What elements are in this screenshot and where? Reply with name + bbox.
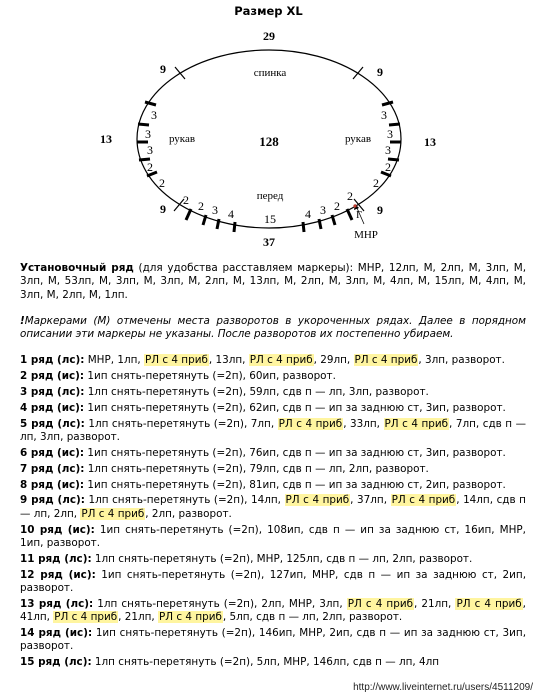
label-pered: перед [256,190,284,202]
label-ls-3c: 3 [147,143,153,157]
row-1: 1 ряд (лс): МНР, 1лп, РЛ с 4 приб, 13лп, РЛ с 4 приб, 29лп, РЛ с 4 приб, 3лп, разворот. [20,354,505,366]
row-label: 3 ряд (лс): [20,385,85,398]
label-center-128: 128 [259,134,279,149]
row-label: 2 ряд (ис): [20,369,85,382]
label-fr-3: 3 [320,203,326,217]
label-marker-g: Г [356,210,362,221]
label-spinka: спинка [253,67,287,79]
highlight: РЛ с 4 приб [456,597,522,610]
highlight: РЛ с 4 приб [278,417,343,430]
highlight: РЛ с 4 приб [81,507,145,520]
row-list [20,354,526,672]
row-label: 9 ряд (лс): [20,494,85,507]
row-label: 10 ряд (ис): [20,523,95,536]
label-bl-9: 9 [160,202,166,216]
row-label: 5 ряд (лс): [20,417,85,430]
row-9: 9 ряд (лс): 1лп снять-перетянуть (=2п), 14лп, РЛ с 4 приб, 37лп, РЛ с 4 приб, 14лп, сдв п — лп, 2лп, РЛ с 4 приб, 2лп, разворот. [20,494,526,520]
label-front-15: 15 [264,212,276,226]
row-3: 3 ряд (лс): 1лп снять-перетянуть (=2п), 59лп, сдв п — лп, 3лп, разворот. [20,385,429,398]
row-12: 12 ряд (ис): 1ип снять-перетянуть (=2п), 127ип, МНР, сдв п — ип за заднюю ст, 2ип, разворот. [20,568,526,594]
row-label: 1 ряд (лс): [20,354,85,366]
row-label: 14 ряд (ис): [20,627,93,640]
label-ls-3b: 3 [145,127,151,141]
label-mnr: МНР [354,229,378,241]
setup-label: Установочный ряд [20,262,134,274]
row-10: 10 ряд (ис): 1ип снять-перетянуть (=2п), 108ип, сдв п — ип за заднюю ст, 16ип, МНР, 1ип, разворот. [20,523,526,549]
label-rs-3c: 3 [385,143,391,157]
label-left-13: 13 [100,132,112,146]
row-5: 5 ряд (лс): 1лп снять-перетянуть (=2п), 7лп, РЛ с 4 приб, 33лп, РЛ с 4 приб, 7лп, сдв п — лп, 3лп, разворот. [20,417,526,443]
label-ls-2a: 2 [147,160,153,174]
label-bottom-37: 37 [263,235,275,249]
row-6: 6 ряд (ис): 1ип снять-перетянуть (=2п), 76ип, сдв п — ип за заднюю ст, 3ип, разворот. [20,446,506,459]
highlight: РЛ с 4 приб [145,354,208,366]
highlight: РЛ с 4 приб [354,354,418,366]
label-tr-9: 9 [377,65,383,79]
label-rukav-right: рукав [344,133,372,145]
row-15: 15 ряд (лс): 1лп снять-перетянуть (=2п), 5лп, МНР, 146лп, сдв п — лп, 4лп [20,656,440,669]
size-title: Размер XL [234,4,303,18]
row-11: 11 ряд (лс): 1лп снять-перетянуть (=2п), МНР, 125лп, сдв п — лп, 2лп, разворот. [20,552,473,565]
label-fl-2b: 2 [198,199,204,213]
row-label: 7 ряд (лс): [20,462,85,475]
highlight: РЛ с 4 приб [285,494,350,507]
label-rs-3b: 3 [387,127,393,141]
row-13: 13 ряд (лс): 1лп снять-перетянуть (=2п), 2лп, МНР, 3лп, РЛ с 4 приб, 21лп, РЛ с 4 приб, 41лп, РЛ с 4 приб, 21лп, РЛ с 4 приб, 5лп, сдв п — лп, 2лп, разворот. [20,597,526,624]
row-14: 14 ряд (ис): 1ип снять-перетянуть (=2п), 146ип, МНР, 2ип, сдв п — ип за заднюю ст, 3ип, разворот. [20,627,526,653]
label-rs-3a: 3 [381,108,387,122]
row-label: 15 ряд (лс): [20,656,92,669]
row-label: 4 ряд (ис): [20,401,85,414]
highlight: РЛ с 4 приб [384,417,449,430]
row-label: 13 ряд (лс): [20,597,94,610]
highlight: РЛ с 4 приб [159,611,222,624]
row-7: 7 ряд (лс): 1лп снять-перетянуть (=2п), 79лп, сдв п — лп, 2лп, разворот. [20,462,429,475]
setup-row [20,262,526,302]
highlight: РЛ с 4 приб [347,597,413,610]
label-tl-9: 9 [160,62,166,76]
label-right-13: 13 [424,135,436,149]
label-rs-2b: 2 [373,176,379,190]
label-top-29: 29 [263,29,275,43]
row-8: 8 ряд (ис): 1ип снять-перетянуть (=2п), 81ип, сдв п — ип за заднюю ст, 2ип, разворот. [20,478,506,491]
label-rs-2a: 2 [385,160,391,174]
label-ls-2b: 2 [159,176,165,190]
row-label: 12 ряд (ис): [20,568,96,581]
label-rukav-left: рукав [168,133,196,145]
label-fl-2a: 2 [183,193,189,207]
marker-note [20,315,526,342]
highlight: РЛ с 4 приб [249,354,313,366]
ring-diagram [0,0,537,260]
row-label: 11 ряд (лс): [20,552,92,565]
row-label: 6 ряд (ис): [20,446,85,459]
label-fr-2a: 2 [334,199,340,213]
row-4: 4 ряд (ис): 1ип снять-перетянуть (=2п), 62ип, сдв п — ип за заднюю ст, 3ип, разворот. [20,401,506,414]
label-ls-3a: 3 [151,108,157,122]
row-2: 2 ряд (ис): 1ип снять-перетянуть (=2п), 60ип, разворот. [20,369,336,382]
label-fl-4: 4 [228,207,234,221]
source-watermark: http://www.liveinternet.ru/users/4511209/ [353,682,533,693]
note-exclamation: ! [20,315,25,327]
label-fr-2b: 2 [347,189,353,203]
highlight: РЛ с 4 приб [391,494,456,507]
setup-text: (для удобства расставляем маркеры): МНР, 12лп, М, 2лп, М, 3лп, М, 3лп, М, 53лп, М, 3лп, М, 3лп, М, 2лп, М, 13лп, М, 2лп, М, 3лп, М, 4лп, М, 15лп, М, 4лп, М, 3лп, М, 2лп, М, 1лп. [20,262,526,301]
row-label: 8 ряд (ис): [20,478,85,491]
note-text: Маркерами (М) отмечены места разворотов в укороченных рядах. Далее в порядном описании эти маркеры не указаны. После разворотов их постепенно убираем. [20,315,526,341]
highlight: РЛ с 4 приб [54,611,118,624]
label-br-9: 9 [377,203,383,217]
label-fr-4: 4 [305,207,311,221]
label-fl-3: 3 [212,203,218,217]
